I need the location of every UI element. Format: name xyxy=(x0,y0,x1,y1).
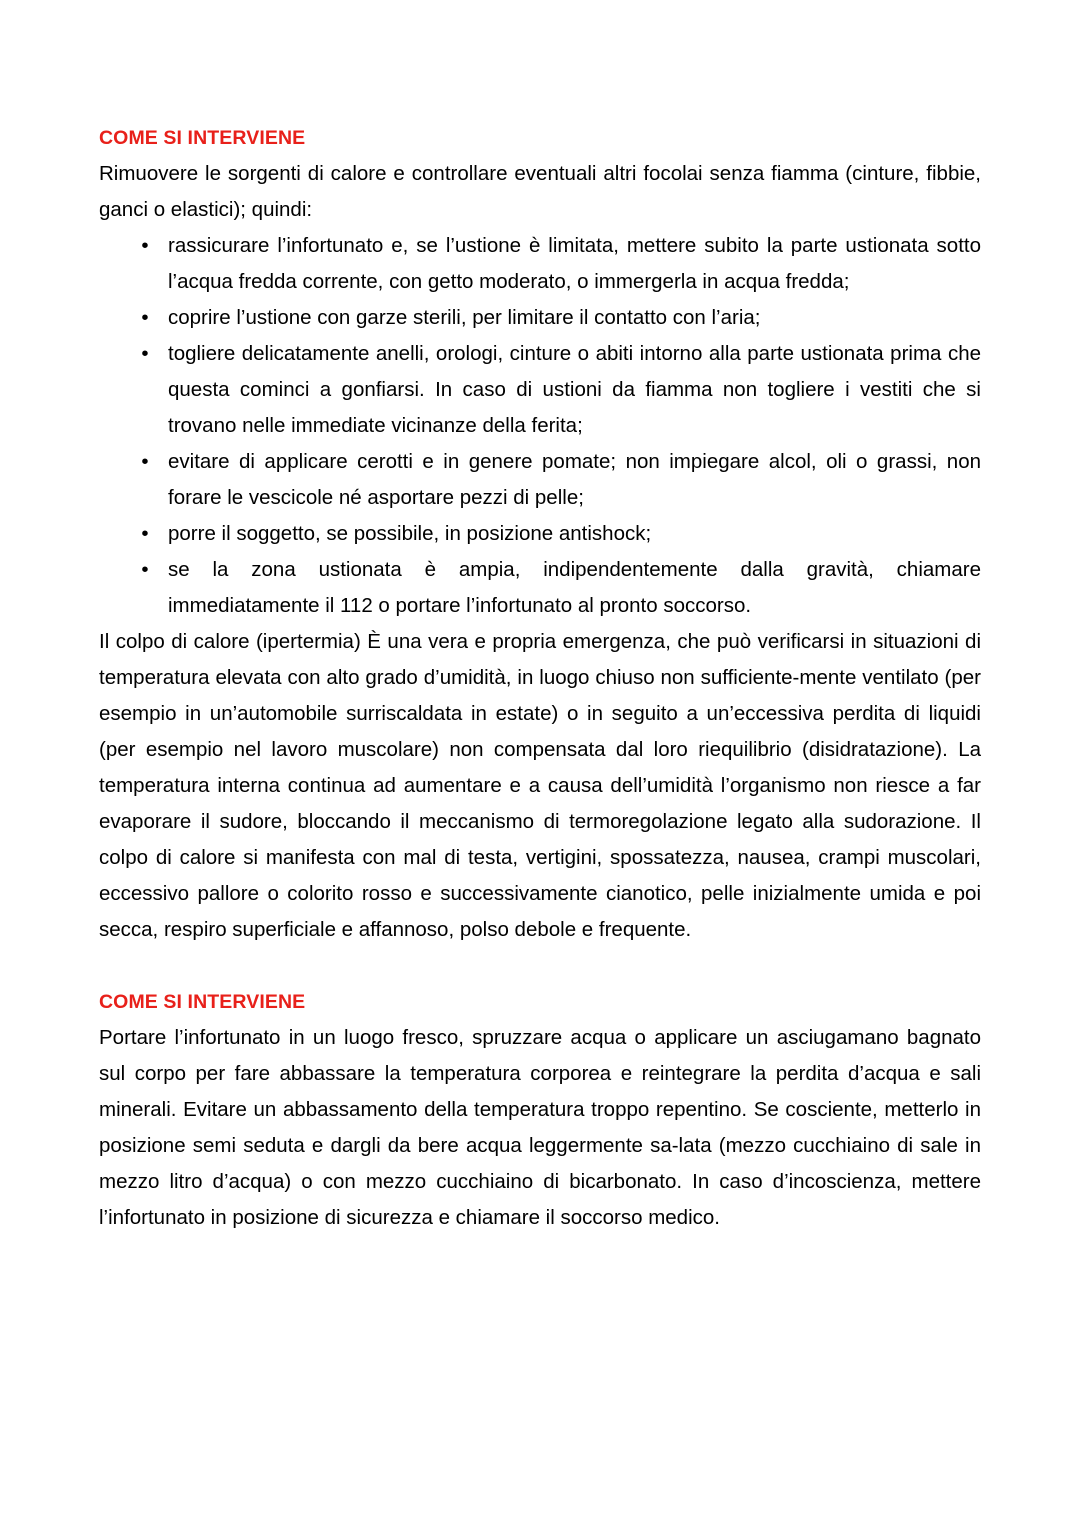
list-item-text: se la zona ustionata è ampia, indipendentemente dalla gravità, chiamare immediatamente il 112 o portare l’infortunato al pronto soccorso. xyxy=(168,558,981,617)
list-item-text: togliere delicatamente anelli, orologi, cinture o abiti intorno alla parte ustionata prima che questa cominci a gonfiarsi. In caso di ustioni da fiamma non togliere i vestiti che si trovano nelle immediate vicinanze della ferita; xyxy=(168,342,981,437)
intro-paragraph-rimuovere-sorgenti: Rimuovere le sorgenti di calore e controllare eventuali altri focolai senza fiamma (cinture, fibbie, ganci o elastici); quindi: xyxy=(99,162,981,221)
bullet-dot-icon: • xyxy=(141,522,149,545)
list-item xyxy=(99,336,981,444)
section-heading-come-si-interviene-1: COME SI INTERVIENE xyxy=(99,127,306,149)
bullet-dot-icon: • xyxy=(141,450,149,473)
list-item xyxy=(99,516,981,552)
document-content xyxy=(99,120,981,1236)
list-item xyxy=(99,300,981,336)
section-heading-come-si-interviene-2: COME SI INTERVIENE xyxy=(99,991,306,1013)
section-colpo-di-calore-intervento xyxy=(99,984,981,1236)
list-item-text: evitare di applicare cerotti e in genere pomate; non impiegare alcol, oli o grassi, non forare le vescicole né asportare pezzi di pelle; xyxy=(168,450,981,509)
bullet-dot-icon: • xyxy=(141,234,149,257)
section-ustioni-intervento xyxy=(99,120,981,948)
list-item-text: rassicurare l’infortunato e, se l’ustione è limitata, mettere subito la parte ustionata sotto l’acqua fredda corrente, con getto moderato, o immergerla in acqua fredda; xyxy=(168,234,981,293)
list-item xyxy=(99,444,981,516)
list-item xyxy=(99,228,981,300)
bullet-dot-icon: • xyxy=(141,558,149,581)
list-item-text: porre il soggetto, se possibile, in posizione antishock; xyxy=(168,522,652,545)
bullet-dot-icon: • xyxy=(141,342,149,365)
body-paragraph-colpo-di-calore: Il colpo di calore (ipertermia) È una vera e propria emergenza, che può verificarsi in situazioni di temperatura elevata con alto grado d’umidità, in luogo chiuso non sufficiente-mente ventilato (per esempio in un’automobile surriscaldata in estate) o in seguito a un’eccessiva perdita di liquidi (per esempio nel lavoro muscolare) non compensata dal loro riequilibrio (disidratazione). La temperatura interna continua ad aumentare e a causa dell’umidità l’organismo non riesce a far evaporare il sudore, bloccando il meccanismo di termoregolazione legato alla sudorazione. Il colpo di calore si manifesta con mal di testa, vertigini, spossatezza, nausea, crampi muscolari, eccessivo pallore o colorito rosso e successivamente cianotico, pelle inizialmente umida e poi secca, respiro superficiale e affannoso, polso debole e frequente. xyxy=(99,630,981,941)
bullet-dot-icon: • xyxy=(141,306,149,329)
section-spacer xyxy=(99,948,981,984)
first-aid-steps-list xyxy=(99,228,981,624)
body-paragraph-portare-infortunato: Portare l’infortunato in un luogo fresco, spruzzare acqua o applicare un asciugamano bagnato sul corpo per fare abbassare la temperatura corporea e reintegrare la perdita d’acqua e sali minerali. Evitare un abbassamento della temperatura troppo repentino. Se cosciente, metterlo in posizione semi seduta e dargli da bere acqua leggermente sa-lata (mezzo cucchiaino di sale in mezzo litro d’acqua) o con mezzo cucchiaino di bicarbonato. In caso d’incoscienza, mettere l’infortunato in posizione di sicurezza e chiamare il soccorso medico. xyxy=(99,1026,981,1229)
list-item xyxy=(99,552,981,624)
list-item-text: coprire l’ustione con garze sterili, per limitare il contatto con l’aria; xyxy=(168,306,761,329)
